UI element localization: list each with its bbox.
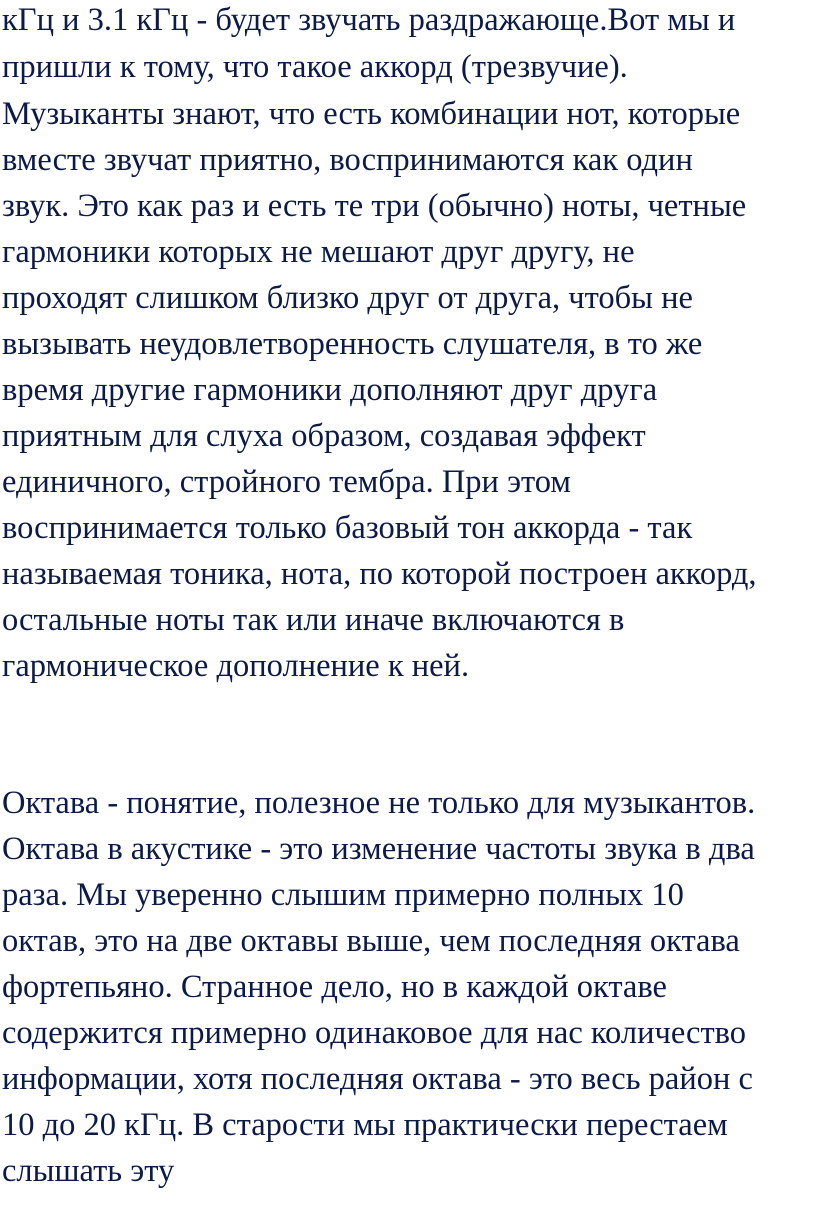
text-line: информации, хотя последняя октава - это весь район с [2,1061,753,1097]
text-line: проходят слишком близко друг от друга, чтобы не [2,280,693,316]
text-line: раза. Мы уверенно слышим примерно полных 10 [2,877,684,913]
text-line: Октава в акустике - это изменение частоты звука в два [2,831,755,867]
text-line: звук. Это как раз и есть те три (обычно) ноты, четные [2,188,747,224]
text-line: воспринимается только базовый тон аккорда - так [2,510,693,546]
text-line: слышать эту [2,1153,175,1189]
text-line: гармоники которых не мешают друг другу, не [2,234,635,270]
text-line: приятным для слуха образом, создавая эффект [2,418,646,454]
text-line: остальные ноты так или иначе включаются в [2,602,625,638]
text-line: вместе звучат приятно, воспринимаются как один [2,142,693,178]
text-line: кГц и 3.1 кГц - будет звучать раздражающе.Вот мы и [2,2,736,38]
text-line: октав, это на две октавы выше, чем последняя октава [2,923,740,959]
text-line: пришли к тому, что такое аккорд (трезвучие). [2,49,628,85]
text-line: время другие гармоники дополняют друг друга [2,372,658,408]
text-line: Октава - понятие, полезное не только для музыкантов. [2,785,756,821]
text-line: фортепьяно. Странное дело, но в каждой октаве [2,969,667,1005]
text-line: единичного, стройного тембра. При этом [2,464,571,500]
text-line: вызывать неудовлетворенность слушателя, в то же [2,326,703,362]
text-line: Музыканты знают, что есть комбинации нот, которые [2,96,741,132]
text-line: 10 до 20 кГц. В старости мы практически перестаем [2,1107,728,1143]
text-line: называемая тоника, нота, по которой построен аккорд, [2,556,757,592]
text-line: содержится примерно одинаковое для нас количество [2,1015,747,1051]
text-line: гармоническое дополнение к ней. [2,648,470,684]
